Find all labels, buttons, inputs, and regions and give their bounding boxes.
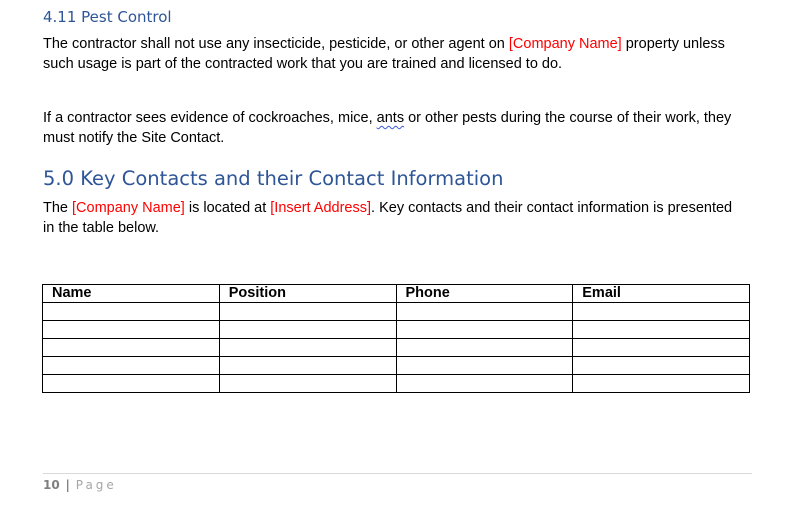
address-placeholder: [Insert Address]: [270, 200, 372, 216]
table-cell[interactable]: [219, 375, 396, 393]
page-footer: [43, 478, 117, 492]
text-run: The: [43, 200, 73, 216]
column-header-email: Email: [573, 285, 750, 303]
table-cell[interactable]: [43, 339, 220, 357]
table-row: [43, 303, 750, 321]
column-header-name: Name: [43, 285, 220, 303]
table-cell[interactable]: [396, 357, 573, 375]
table-cell[interactable]: [219, 303, 396, 321]
table-row: [43, 339, 750, 357]
table-cell[interactable]: [43, 357, 220, 375]
spellcheck-flagged-word[interactable]: ants: [376, 110, 405, 126]
table-row: [43, 321, 750, 339]
column-header-phone: Phone: [396, 285, 573, 303]
table-cell[interactable]: [573, 321, 750, 339]
pest-control-paragraph-1: [43, 34, 743, 74]
table-cell[interactable]: [573, 357, 750, 375]
text-run: or other pests during the course of their work, they must notify the Site Contact.: [43, 110, 732, 146]
table-cell[interactable]: [573, 339, 750, 357]
text-run: is located at: [184, 200, 271, 216]
section-heading-pest-control: 4.11 Pest Control: [43, 8, 172, 26]
column-header-position: Position: [219, 285, 396, 303]
table-cell[interactable]: [573, 303, 750, 321]
table-cell[interactable]: [219, 321, 396, 339]
company-name-placeholder: [Company Name]: [508, 36, 622, 52]
pest-control-paragraph-2: [43, 108, 743, 148]
table-row: [43, 375, 750, 393]
text-run: The contractor shall not use any insecticide, pesticide, or other agent on: [43, 36, 509, 52]
table-cell[interactable]: [396, 339, 573, 357]
table-cell[interactable]: [396, 375, 573, 393]
section-heading-key-contacts: 5.0 Key Contacts and their Contact Information: [43, 167, 504, 190]
table-cell[interactable]: [396, 321, 573, 339]
table-cell[interactable]: [43, 375, 220, 393]
table-cell[interactable]: [219, 357, 396, 375]
table-cell[interactable]: [219, 339, 396, 357]
table-header-row: [43, 285, 750, 303]
text-run: . Key contacts and their contact information is presented in the table below.: [43, 200, 733, 236]
footer-separator: |: [65, 478, 70, 492]
text-run: property unless such usage is part of the contracted work that you are trained and licensed to do.: [43, 36, 725, 72]
footer-divider: [43, 473, 752, 474]
key-contacts-table: [42, 284, 750, 393]
page-number: 10: [43, 478, 60, 492]
table-row: [43, 357, 750, 375]
page-label: Page: [75, 478, 117, 492]
table-cell[interactable]: [573, 375, 750, 393]
table-cell[interactable]: [43, 303, 220, 321]
key-contacts-paragraph: [43, 198, 743, 238]
table-cell[interactable]: [396, 303, 573, 321]
company-name-placeholder: [Company Name]: [72, 200, 185, 216]
table-cell[interactable]: [43, 321, 220, 339]
text-run: If a contractor sees evidence of cockroaches, mice,: [43, 110, 377, 126]
